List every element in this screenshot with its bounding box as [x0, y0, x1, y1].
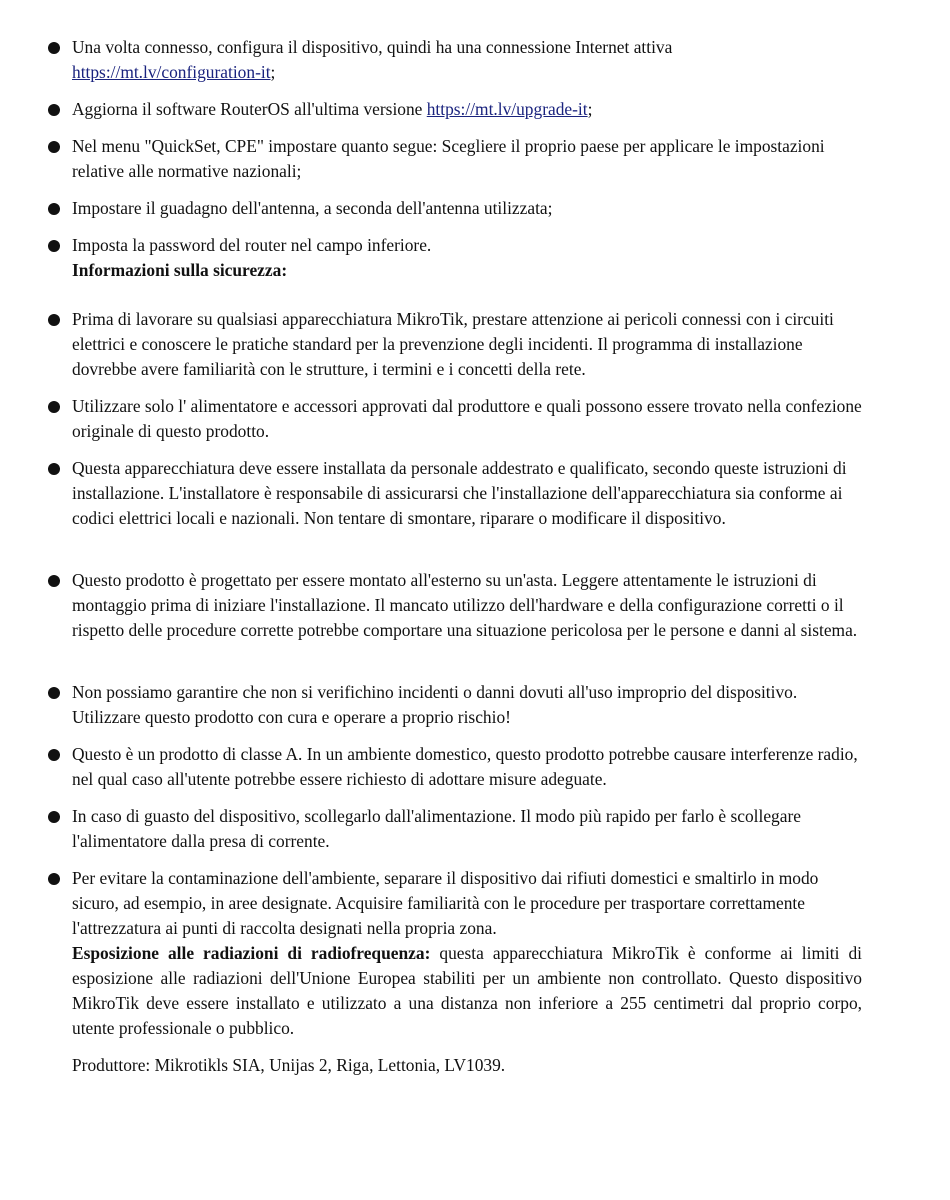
bullet-icon [48, 42, 60, 54]
list-item-text: Questa apparecchiatura deve essere installata da personale addestrato e qualificato, secondo queste istruzioni di installazione. L'installatore è responsabile di assicurarsi che l'installazione dell'apparecchiatura sia conforme ai codici elettrici locali e nazionali. Non tentare di smontare, riparare o modificare il dispositivo. [72, 458, 847, 528]
list-item-text: Questo prodotto è progettato per essere montato all'esterno su un'asta. Leggere attentamente le istruzioni di montaggio prima di iniziare l'installazione. Il mancato utilizzo dell'hardware e della configurazione corretti o il rispetto delle procedure corrette potrebbe comportare una situazione pericolosa per le persone e danni al sistema. [72, 570, 858, 640]
list-item-connect [72, 35, 712, 85]
list-item-text: Aggiorna il software RouterOS all'ultima versione [72, 99, 427, 119]
bullet-icon [48, 873, 60, 885]
list-item-text: In caso di guasto del dispositivo, scollegarlo dall'alimentazione. Il modo più rapido per farlo è scollegare l'alimentatore dalla presa di corrente. [72, 806, 801, 851]
bullet-icon [48, 401, 60, 413]
list-item [72, 394, 862, 444]
bullet-icon [48, 141, 60, 153]
safety-heading: Informazioni sulla sicurezza: [72, 260, 288, 280]
list-item [72, 456, 862, 531]
rf-exposure-text: questa apparecchiatura MikroTik è conforme ai limiti di esposizione alle radiazioni dell'Unione Europea stabiliti per un ambiente non controllato. Questo dispositivo MikroTik deve essere installato e utilizzato a una distanza non inferiore a 255 centimetri dal proprio corpo, utente professionale o pubblico. [72, 943, 862, 1038]
bullet-icon [48, 575, 60, 587]
manufacturer-line [72, 1053, 862, 1078]
list-item [72, 680, 862, 730]
list-item [72, 742, 862, 792]
list-item [72, 804, 862, 854]
list-item-text: Questo è un prodotto di classe A. In un ambiente domestico, questo prodotto potrebbe causare interferenze radio, nel qual caso all'utente potrebbe essere richiesto di adottare misure adeguate. [72, 744, 858, 789]
bullet-icon [48, 314, 60, 326]
rf-exposure-paragraph [72, 941, 862, 1041]
list-item-text: Una volta connesso, configura il dispositivo, quindi ha una connessione Internet attiva [72, 37, 673, 57]
bullet-icon [48, 749, 60, 761]
list-item-text: Impostare il guadagno dell'antenna, a seconda dell'antenna utilizzata; [72, 198, 553, 218]
bullet-icon [48, 687, 60, 699]
list-item-tail: ; [270, 62, 276, 82]
list-item-text: Per evitare la contaminazione dell'ambiente, separare il dispositivo dai rifiuti domestici e smaltirlo in modo sicuro, ad esempio, in aree designate. Acquisire familiarità con le procedure per trasportare correttamente l'attrezzatura ai punti di raccolta designati nella propria zona. [72, 868, 819, 938]
upgrade-link[interactable]: https://mt.lv/upgrade-it [426, 99, 588, 119]
list-item-antenna-gain [72, 196, 862, 221]
list-item [72, 307, 862, 382]
list-item-upgrade [72, 97, 862, 122]
list-item-password [72, 233, 862, 283]
bullet-icon [48, 104, 60, 116]
configuration-link[interactable]: https://mt.lv/configuration-it [72, 62, 271, 82]
bullet-icon [48, 463, 60, 475]
bullet-icon [48, 811, 60, 823]
bullet-icon [48, 240, 60, 252]
manufacturer-text: Produttore: Mikrotikls SIA, Unijas 2, Riga, Lettonia, LV1039. [72, 1055, 506, 1075]
list-item [72, 866, 862, 941]
list-item-text: Nel menu "QuickSet, CPE" impostare quanto segue: Scegliere il proprio paese per applicare le impostazioni relative alle normative nazionali; [72, 136, 825, 181]
list-item-text: Utilizzare solo l' alimentatore e accessori approvati dal produttore e quali possono essere trovato nella confezione originale di questo prodotto. [72, 396, 862, 441]
list-item-tail: ; [587, 99, 593, 119]
list-item-text: Non possiamo garantire che non si verifichino incidenti o danni dovuti all'uso improprio del dispositivo. Utilizzare questo prodotto con cura e operare a proprio rischio! [72, 682, 798, 727]
bullet-icon [48, 203, 60, 215]
rf-exposure-label: Esposizione alle radiazioni di radiofrequenza: [72, 943, 431, 963]
list-item-text: Prima di lavorare su qualsiasi apparecchiatura MikroTik, prestare attenzione ai pericoli connessi con i circuiti elettrici e conoscere le pratiche standard per la prevenzione degli incidenti. Il programma di installazione dovrebbe avere familiarità con le strutture, i termini e i concetti della rete. [72, 309, 834, 379]
list-item-quickset [72, 134, 862, 184]
list-item [72, 568, 862, 643]
list-item-text: Imposta la password del router nel campo inferiore. [72, 235, 432, 255]
